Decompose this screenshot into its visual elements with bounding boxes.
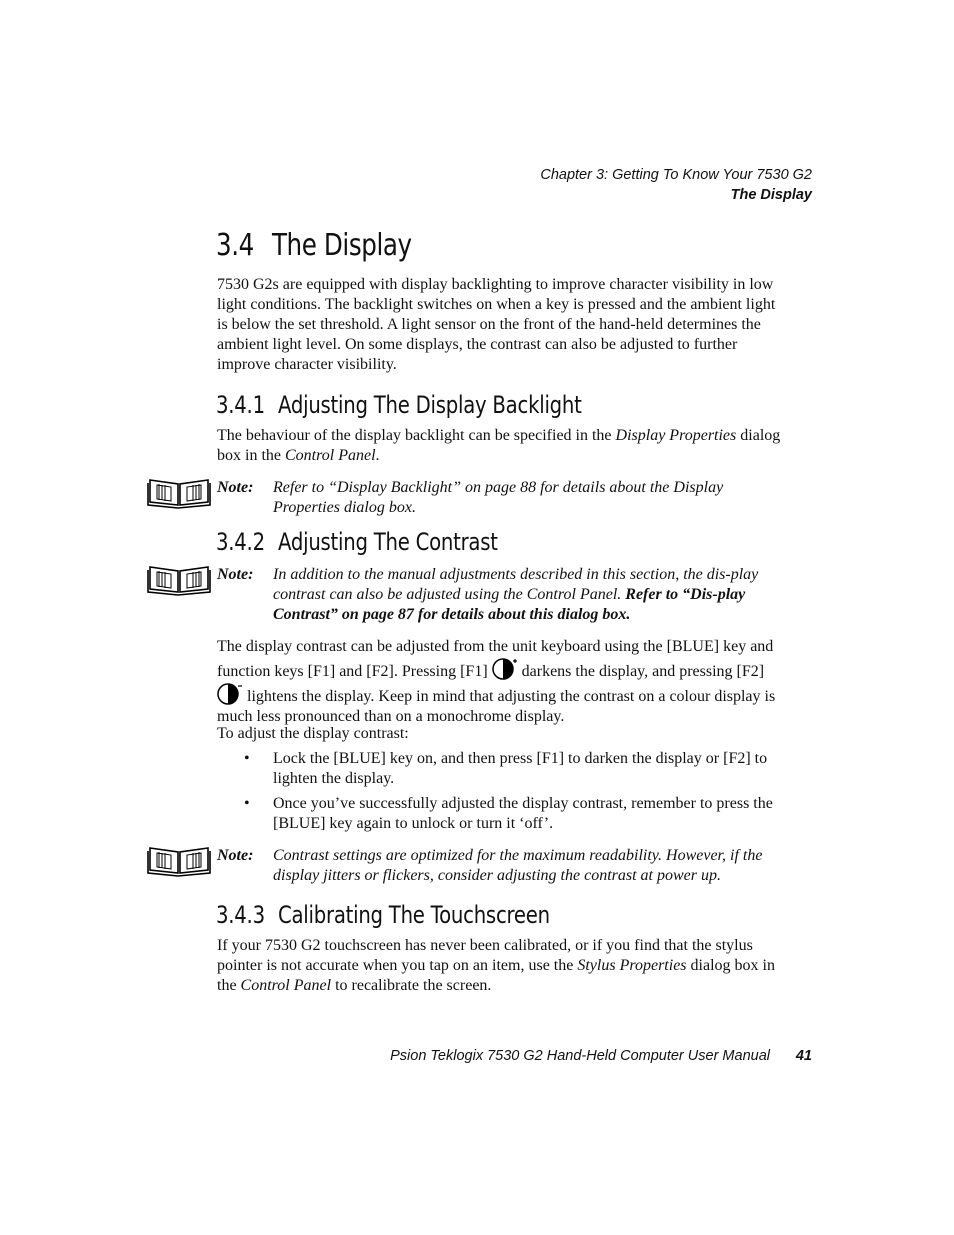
note-text: Contrast settings are optimized for the maximum readability. However, if the display jitters or flickers, consider adjusting the contrast at power up. — [273, 847, 763, 884]
section-3-4-1-paragraph — [217, 426, 782, 466]
page-number: 41 — [795, 1048, 812, 1064]
running-header-section: The Display — [730, 187, 812, 203]
open-book-icon — [147, 475, 211, 509]
emphasis-display-properties: Display Properties — [615, 427, 737, 444]
list-item-text: Lock the [BLUE] key on, and then press [F1] to darken the display or [F2] to lighten the display. — [273, 750, 768, 787]
note-label: Note: — [217, 479, 254, 496]
section-title: Calibrating The Touchscreen — [277, 901, 550, 929]
section-number: 3.4 — [216, 228, 254, 263]
text-run: dialog box in the — [217, 957, 775, 994]
text-run: The display contrast can be adjusted from the unit keyboard using the [BLUE] key and function keys [F1] and [F2]. Pressing [F1] — [217, 638, 774, 680]
section-3-4-2-paragraph-keys — [217, 637, 782, 727]
contrast-lighten-icon — [217, 682, 243, 706]
section-3-4-intro: 7530 G2s are equipped with display backlighting to improve character visibility in low light conditions. The backlight switches on when a key is pressed and the ambient light is below the set threshold. A light sensor on the front of the hand-held determines the ambient light level. On some displays, the contrast can also be adjusted to further improve character visibility. — [217, 276, 776, 373]
text-run: dialog box in the — [217, 427, 781, 464]
text-run: In addition to the manual adjustments described in this section, the dis-play contrast can also be adjusted using the Control Panel. — [273, 566, 759, 603]
section-title: Adjusting The Contrast — [277, 528, 498, 556]
note-text — [273, 565, 785, 625]
running-header-chapter: Chapter 3: Getting To Know Your 7530 G2 — [540, 167, 812, 183]
section-number: 3.4.1 — [216, 391, 265, 419]
text-run: lightens the display. Keep in mind that adjusting the contrast on a colour display is much less pronounced than on a monochrome display. — [217, 688, 776, 725]
open-book-icon — [147, 562, 211, 596]
section-title: Adjusting The Display Backlight — [277, 391, 582, 419]
text-run: darkens the display, and pressing [F2] — [517, 663, 765, 680]
open-book-icon — [147, 843, 211, 877]
emphasis-control-panel: Control Panel — [285, 447, 376, 464]
bullet-marker: • — [244, 795, 250, 812]
section-number: 3.4.2 — [216, 528, 265, 556]
section-heading-3-4-2 — [216, 528, 498, 556]
list-item-text: Once you’ve successfully adjusted the display contrast, remember to press the [BLUE] key again to unlock or turn it ‘off’. — [273, 795, 773, 832]
section-heading-3-4-1 — [216, 391, 582, 419]
bullet-marker: • — [244, 750, 250, 767]
note-label: Note: — [217, 847, 254, 864]
section-3-4-3-paragraph — [217, 936, 782, 996]
emphasis-stylus-properties: Stylus Properties — [577, 957, 687, 974]
section-heading-3-4 — [216, 228, 412, 263]
section-3-4-2-paragraph-steps-intro: To adjust the display contrast: — [217, 725, 409, 742]
section-heading-3-4-3 — [216, 901, 550, 929]
text-run: . — [375, 447, 380, 464]
note-bold-reference: Refer to “Dis-play Contrast” on page 87 for details about this dialog box. — [273, 586, 746, 623]
section-title: The Display — [271, 228, 412, 263]
text-run: If your 7530 G2 touchscreen has never been calibrated, or if you find that the stylus pointer is not accurate when you tap on an item, use the — [217, 937, 753, 974]
note-label: Note: — [217, 566, 254, 583]
emphasis-control-panel: Control Panel — [240, 977, 332, 994]
footer-manual-title: Psion Teklogix 7530 G2 Hand-Held Computer User Manual — [390, 1048, 770, 1064]
note-text: Refer to “Display Backlight” on page 88 for details about the Display Properties dialog box. — [273, 479, 724, 516]
section-number: 3.4.3 — [216, 901, 265, 929]
text-run: to recalibrate the screen. — [331, 977, 492, 994]
contrast-darken-icon — [492, 657, 518, 681]
text-run: The behaviour of the display backlight can be specified in the — [217, 427, 616, 444]
